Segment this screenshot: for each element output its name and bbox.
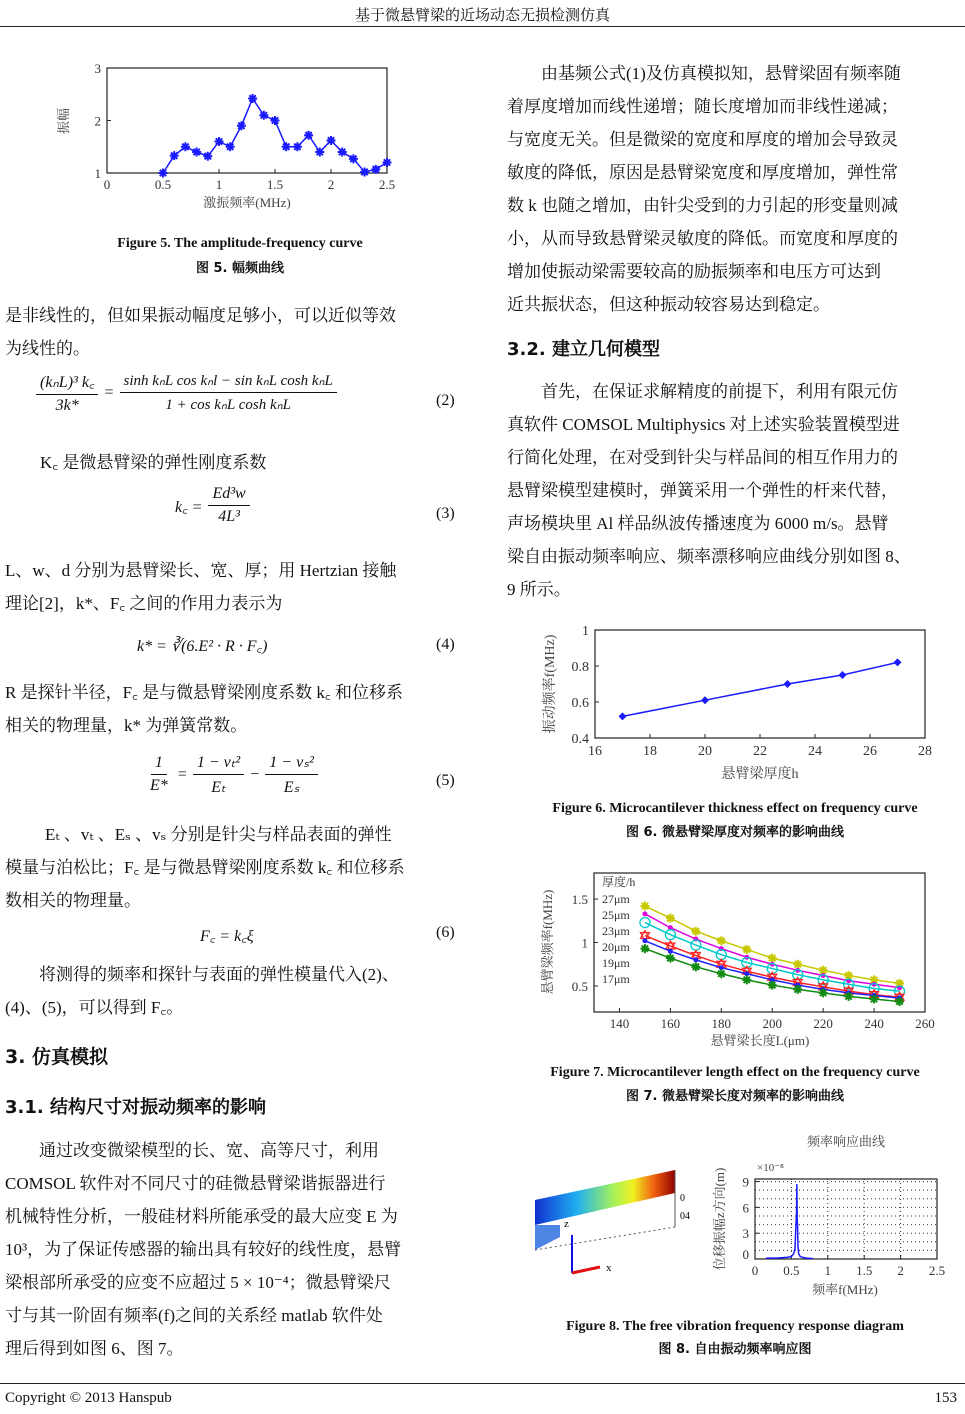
- text-line: 声场模块里 Al 样品纵波传播速度为 6000 m/s。悬臂: [507, 514, 889, 533]
- text-line: 相关的物理量，k* 为弹簧常数。: [5, 716, 248, 735]
- x-tick-label: 0: [751, 1263, 759, 1278]
- legend-entry: 20μm: [602, 940, 630, 954]
- data-point-marker: [691, 962, 700, 971]
- figure-6-caption-zh: 图 6. 微悬臂梁厚度对频率的影响曲线: [625, 825, 845, 840]
- data-point-marker: [215, 137, 224, 146]
- cantilever-beam: [535, 1170, 675, 1225]
- figure-5-chart: [40, 55, 420, 225]
- x-tick-label: 28: [918, 744, 932, 759]
- eq2-lhs-numerator: (kₙL)³ k꜀: [36, 370, 98, 395]
- text-line: 与宽度无关。但是微梁的宽度和厚度的增加会导致灵: [507, 130, 898, 149]
- paragraph-structure-size: [5, 1134, 460, 1365]
- equation-number: (6): [436, 924, 455, 941]
- figure-6-caption-en: Figure 6. Microcantilever thickness effect on frequency curve: [552, 801, 918, 816]
- text-line: 数相关的物理量。: [5, 891, 141, 910]
- y-axis-label: 位移振幅z方向(m): [712, 1167, 727, 1271]
- data-point-marker: [271, 116, 280, 125]
- data-point-marker: [192, 148, 201, 157]
- cantilever-3d-model: [530, 1155, 695, 1280]
- x-tick-label: 0.5: [154, 177, 172, 192]
- text-line: 将测得的频率和探针与表面的弹性模量代入(2)、: [39, 965, 399, 984]
- data-point-marker: [666, 954, 675, 963]
- x-tick-label: 1: [824, 1263, 832, 1278]
- x-tick-label: 1.5: [856, 1263, 873, 1278]
- paragraph-geometry-model: [507, 375, 963, 606]
- y-axis-multiplier: ×10⁻⁸: [757, 1162, 784, 1174]
- data-point-marker: [159, 169, 168, 178]
- equation-5: $\frac{1}{E*}$ = $\frac{\text{1 − vₜ²}}{\text{Eₜ}}$ − $\frac{\text{1 − vₛ²}}{\text{Eₛ}}$: [140, 752, 410, 797]
- text-line: 9 所示。: [507, 580, 571, 599]
- text-line: 梁自由振动频率响应、频率漂移响应曲线分别如图 8、: [507, 547, 911, 566]
- figure-5-caption-en: Figure 5. The amplitude-frequency curve: [117, 236, 363, 251]
- data-point-marker: [666, 914, 675, 923]
- legend-entry: 17μm: [602, 972, 630, 986]
- x-tick-label: 2: [327, 177, 335, 192]
- paragraph-elastic-modulus: [5, 818, 460, 917]
- x-tick-label: 22: [753, 744, 767, 759]
- text-line: 通过改变微梁模型的长、宽、高等尺寸，利用: [39, 1141, 379, 1160]
- y-tick-label: 9: [742, 1174, 749, 1190]
- text-line: 行简化处理，在对受到针尖与样品间的相互作用力的: [507, 448, 898, 467]
- text-line: L、w、d 分别为悬臂梁长、宽、厚；用 Hertzian 接触: [5, 561, 397, 580]
- axis-tick-label: 0: [680, 1193, 685, 1204]
- eq2-rhs-numerator: sinh kₙL cos kₙl − sin kₙL cosh kₙL: [120, 371, 337, 393]
- section-heading-3-1: 3.1. 结构尺寸对振动频率的影响: [5, 1097, 266, 1118]
- figure-7-caption-en: Figure 7. Microcantilever length effect on the frequency curve: [550, 1065, 920, 1080]
- paragraph-frequency-analysis: [507, 57, 963, 321]
- text-line: 敏度的降低，原因是悬臂梁宽度和厚度增加，弹性常: [507, 163, 898, 182]
- text-line: 小，从而导致悬臂梁灵敏度的降低。而宽度和厚度的: [507, 229, 898, 248]
- paragraph-probe-radius: [5, 676, 460, 742]
- x-axis-label: 激振频率(MHz): [203, 195, 291, 210]
- x-tick-label: 240: [864, 1016, 884, 1031]
- data-point-marker: [784, 680, 792, 688]
- eq5-frac3-num: 1 − vₛ²: [265, 752, 318, 775]
- x-tick-label: 20: [698, 744, 712, 759]
- eq5-frac1-den: E*: [150, 777, 168, 794]
- y-tick-label: 1.5: [571, 892, 588, 908]
- data-point-marker: [338, 148, 347, 157]
- section-heading-3-2: 3.2. 建立几何模型: [507, 339, 660, 360]
- y-tick-label: 0.8: [571, 660, 589, 675]
- data-point-marker: [181, 142, 190, 151]
- equation-number: (3): [436, 505, 455, 522]
- text-line: 由基频公式(1)及仿真模拟知，悬臂梁固有频率随: [541, 64, 901, 83]
- data-point-marker: [668, 949, 673, 954]
- eq6-expression: F꜀ = k꜀ξ: [200, 928, 254, 945]
- axis-tick-label: 04: [680, 1211, 690, 1222]
- data-point-marker: [371, 165, 380, 174]
- data-point-marker: [701, 696, 709, 704]
- text-line: 真软件 COMSOL Multiphysics 对上述实验装置模型进: [507, 415, 900, 434]
- figure-8-caption-zh: 图 8. 自由振动频率响应图: [658, 1342, 812, 1357]
- data-point-marker: [717, 969, 726, 978]
- x-axis-arrow: [572, 1267, 600, 1273]
- header-rule: [0, 26, 965, 27]
- x-tick-label: 26: [863, 744, 877, 759]
- data-point-marker: [170, 151, 179, 160]
- equation-number: (4): [436, 636, 455, 653]
- data-point-marker: [640, 944, 649, 953]
- data-point-marker: [742, 945, 751, 954]
- text-line: COMSOL 软件对不同尺寸的硅微悬臂梁谐振器进行: [5, 1174, 386, 1193]
- x-axis-label: 频率f(MHz): [812, 1282, 878, 1297]
- y-tick-label: 1: [582, 624, 589, 639]
- text-line: 10³，为了保证传感器的输出具有较好的线性度，悬臂: [5, 1240, 402, 1259]
- text-line: Eₜ 、vₜ 、Eₛ 、vₛ 分别是针尖与样品表面的弹性: [45, 825, 392, 844]
- text-line: 首先，在保证求解精度的前提下，利用有限元仿: [541, 382, 898, 401]
- plot-area-frame: [107, 68, 387, 173]
- z-axis-label: z: [564, 1218, 569, 1230]
- eq3-lhs: k꜀ =: [175, 498, 203, 516]
- footer-rule: [0, 1383, 965, 1384]
- x-tick-label: 16: [588, 744, 602, 759]
- data-point-marker: [844, 992, 853, 1001]
- plot-area-frame: [755, 1179, 937, 1259]
- text-line: 近共振状态，但这种振动较容易达到稳定。: [507, 295, 830, 314]
- data-point-marker: [293, 142, 302, 151]
- section-heading-3: 3. 仿真模拟: [5, 1046, 109, 1068]
- data-point-marker: [304, 131, 313, 140]
- equation-number: (2): [436, 392, 455, 409]
- x-axis-label: x: [606, 1262, 612, 1274]
- x-tick-label: 200: [762, 1016, 782, 1031]
- text-line: 梁根部所承受的应变不应超过 5 × 10⁻⁴；微悬臂梁尺: [5, 1273, 391, 1292]
- eq2-lhs-denominator: 3k*: [55, 397, 79, 414]
- data-point-marker: [693, 957, 698, 962]
- eq3-denominator: 4L³: [218, 508, 240, 525]
- text-line: 模量与泊松比；F꜀ 是与微悬臂梁刚度系数 k꜀ 和位移系: [5, 858, 405, 877]
- x-tick-label: 1.5: [266, 177, 284, 192]
- y-tick-label: 0.5: [571, 978, 588, 994]
- x-tick-label: 18: [643, 744, 657, 759]
- eq3-numerator: Ed³w: [208, 485, 249, 506]
- y-tick-label: 3: [742, 1226, 749, 1242]
- equation-2: $\frac{\text{(kₙL)³ k꜀}}{3k*}$ = $\frac{\text{sinh kₙL cos kₙl − sin kₙL cosh kₙL}}{\text{1 + cos kₙL cosh kₙL}}$: [30, 370, 425, 415]
- data-point-marker: [360, 167, 369, 176]
- data-point-marker: [315, 148, 324, 157]
- data-point-marker: [870, 994, 879, 1003]
- figure-8-chart: [700, 1128, 960, 1308]
- text-line: 理后得到如图 6、图 7。: [5, 1339, 184, 1358]
- y-tick-label: 3: [94, 61, 101, 76]
- data-point-marker: [768, 954, 777, 963]
- equation-number: (5): [436, 772, 455, 789]
- legend-entry: 25μm: [602, 908, 630, 922]
- eq4-expression: k* = ∛(6.E² · R · F꜀): [137, 638, 268, 655]
- y-axis-label: 振动频率f(MHz): [543, 634, 558, 734]
- text-line: R 是探针半径，F꜀ 是与微悬臂梁刚度系数 k꜀ 和位移系: [5, 683, 404, 702]
- data-point-marker: [793, 985, 802, 994]
- data-point-marker: [642, 911, 647, 916]
- data-point-marker: [793, 960, 802, 969]
- y-tick-label: 0.4: [571, 732, 589, 747]
- text-line: (4)、(5)，可以得到 F꜀。: [5, 998, 184, 1017]
- y-tick-label: 0.6: [571, 696, 589, 711]
- y-axis-label: 振幅: [56, 107, 71, 135]
- data-point-marker: [282, 142, 291, 151]
- figure-6-chart: [530, 620, 950, 790]
- equation-3: [175, 485, 415, 526]
- data-point-marker: [226, 142, 235, 151]
- x-axis-label: 悬臂梁长度L(μm): [710, 1033, 810, 1048]
- data-point-marker: [742, 975, 751, 984]
- x-tick-label: 1: [215, 177, 223, 192]
- text-line: 理论[2]，k*、F꜀ 之间的作用力表示为: [5, 594, 283, 613]
- eq2-rhs-denominator: 1 + cos kₙL cosh kₙL: [165, 397, 291, 413]
- legend-title: 厚度/h: [602, 875, 636, 889]
- x-tick-label: 260: [915, 1016, 935, 1031]
- data-point-marker: [619, 712, 627, 720]
- series-line: [766, 1184, 813, 1258]
- eq5-frac3-den: Eₛ: [283, 779, 300, 796]
- x-tick-label: 160: [660, 1016, 681, 1031]
- running-header: 基于微悬臂梁的近场动态无损检测仿真: [354, 8, 610, 24]
- text-line: 为线性的。: [5, 339, 90, 358]
- figure-5-caption-zh: 图 5. 幅频曲线: [195, 261, 285, 276]
- legend-entry: 23μm: [602, 924, 630, 938]
- x-tick-label: 220: [813, 1016, 833, 1031]
- data-point-marker: [642, 938, 647, 943]
- equation-6: [200, 924, 400, 946]
- paragraph-nonlinear: [5, 299, 460, 365]
- text-line: 是非线性的，但如果振动幅度足够小，可以近似等效: [5, 306, 396, 325]
- x-tick-label: 2.5: [378, 177, 396, 192]
- data-point-marker: [203, 152, 212, 161]
- figure-8-caption-en: Figure 8. The free vibration frequency response diagram: [566, 1319, 904, 1334]
- data-point-marker: [717, 936, 726, 945]
- x-tick-label: 24: [808, 744, 822, 759]
- plot-area-frame: [595, 630, 925, 738]
- text-line: 数 k 也随之增加，由针尖受到的力引起的形变量则减: [507, 196, 898, 215]
- eq5-frac1-num: 1: [151, 754, 167, 775]
- x-axis-label: 悬臂梁厚度h: [721, 767, 799, 782]
- paragraph-substitute: [5, 958, 460, 1024]
- x-tick-label: 0.5: [783, 1263, 800, 1278]
- y-tick-label: 1: [94, 166, 101, 181]
- page-number: 153: [934, 1390, 957, 1406]
- x-tick-label: 2: [897, 1263, 904, 1278]
- text-line: 机械特性分析，一般硅材料所能承受的最大应变 E 为: [5, 1207, 398, 1226]
- y-tick-label: 2: [94, 113, 101, 129]
- figure-7-chart: [530, 860, 950, 1055]
- data-point-marker: [259, 111, 268, 120]
- y-axis-label: 悬臂梁频率f(MHz): [540, 889, 555, 995]
- data-point-marker: [640, 902, 649, 911]
- data-point-marker: [819, 988, 828, 997]
- data-point-marker: [237, 121, 246, 130]
- data-point-marker: [894, 658, 902, 666]
- text-kc-definition: K꜀ 是微悬臂梁的弹性刚度系数: [40, 453, 267, 472]
- eq5-frac2-den: Eₜ: [211, 779, 226, 796]
- legend-entry: 19μm: [602, 956, 630, 970]
- y-tick-label: 6: [742, 1200, 749, 1216]
- eq5-frac2-num: 1 − vₜ²: [193, 752, 244, 775]
- equation-4: [137, 634, 407, 656]
- text-line: 增加使振动梁需要较高的励振频率和电压方可达到: [507, 262, 881, 281]
- x-tick-label: 180: [711, 1016, 732, 1031]
- x-tick-label: 2.5: [928, 1263, 946, 1278]
- paragraph-hertzian: [5, 554, 460, 620]
- x-tick-label: 140: [609, 1016, 630, 1031]
- data-point-marker: [768, 981, 777, 990]
- copyright: Copyright © 2013 Hanspub: [5, 1390, 172, 1406]
- text-line: 悬臂梁模型建模时，弹簧采用一个弹性的杆来代替，: [507, 481, 898, 500]
- data-point-marker: [839, 671, 847, 679]
- series-line: [623, 662, 898, 716]
- figure-7-caption-zh: 图 7. 微悬臂梁长度对频率的影响曲线: [625, 1089, 845, 1104]
- data-point-marker: [383, 158, 392, 167]
- data-point-marker: [691, 927, 700, 936]
- data-point-marker: [327, 136, 336, 145]
- text-line: 着厚度增加而线性递增；随长度增加而非线性递减；: [507, 97, 898, 116]
- data-point-marker: [248, 94, 257, 103]
- data-point-marker: [895, 997, 904, 1006]
- chart-title: 频率响应曲线: [806, 1134, 886, 1149]
- y-tick-label: 1: [581, 935, 588, 951]
- legend-entry: 27μm: [602, 892, 630, 906]
- x-tick-label: 0: [103, 177, 111, 192]
- y-tick-label: 0: [742, 1247, 749, 1262]
- text-line: 寸与其一阶固有频率(f)之间的关系经 matlab 软件处: [5, 1306, 383, 1325]
- data-point-marker: [349, 154, 358, 163]
